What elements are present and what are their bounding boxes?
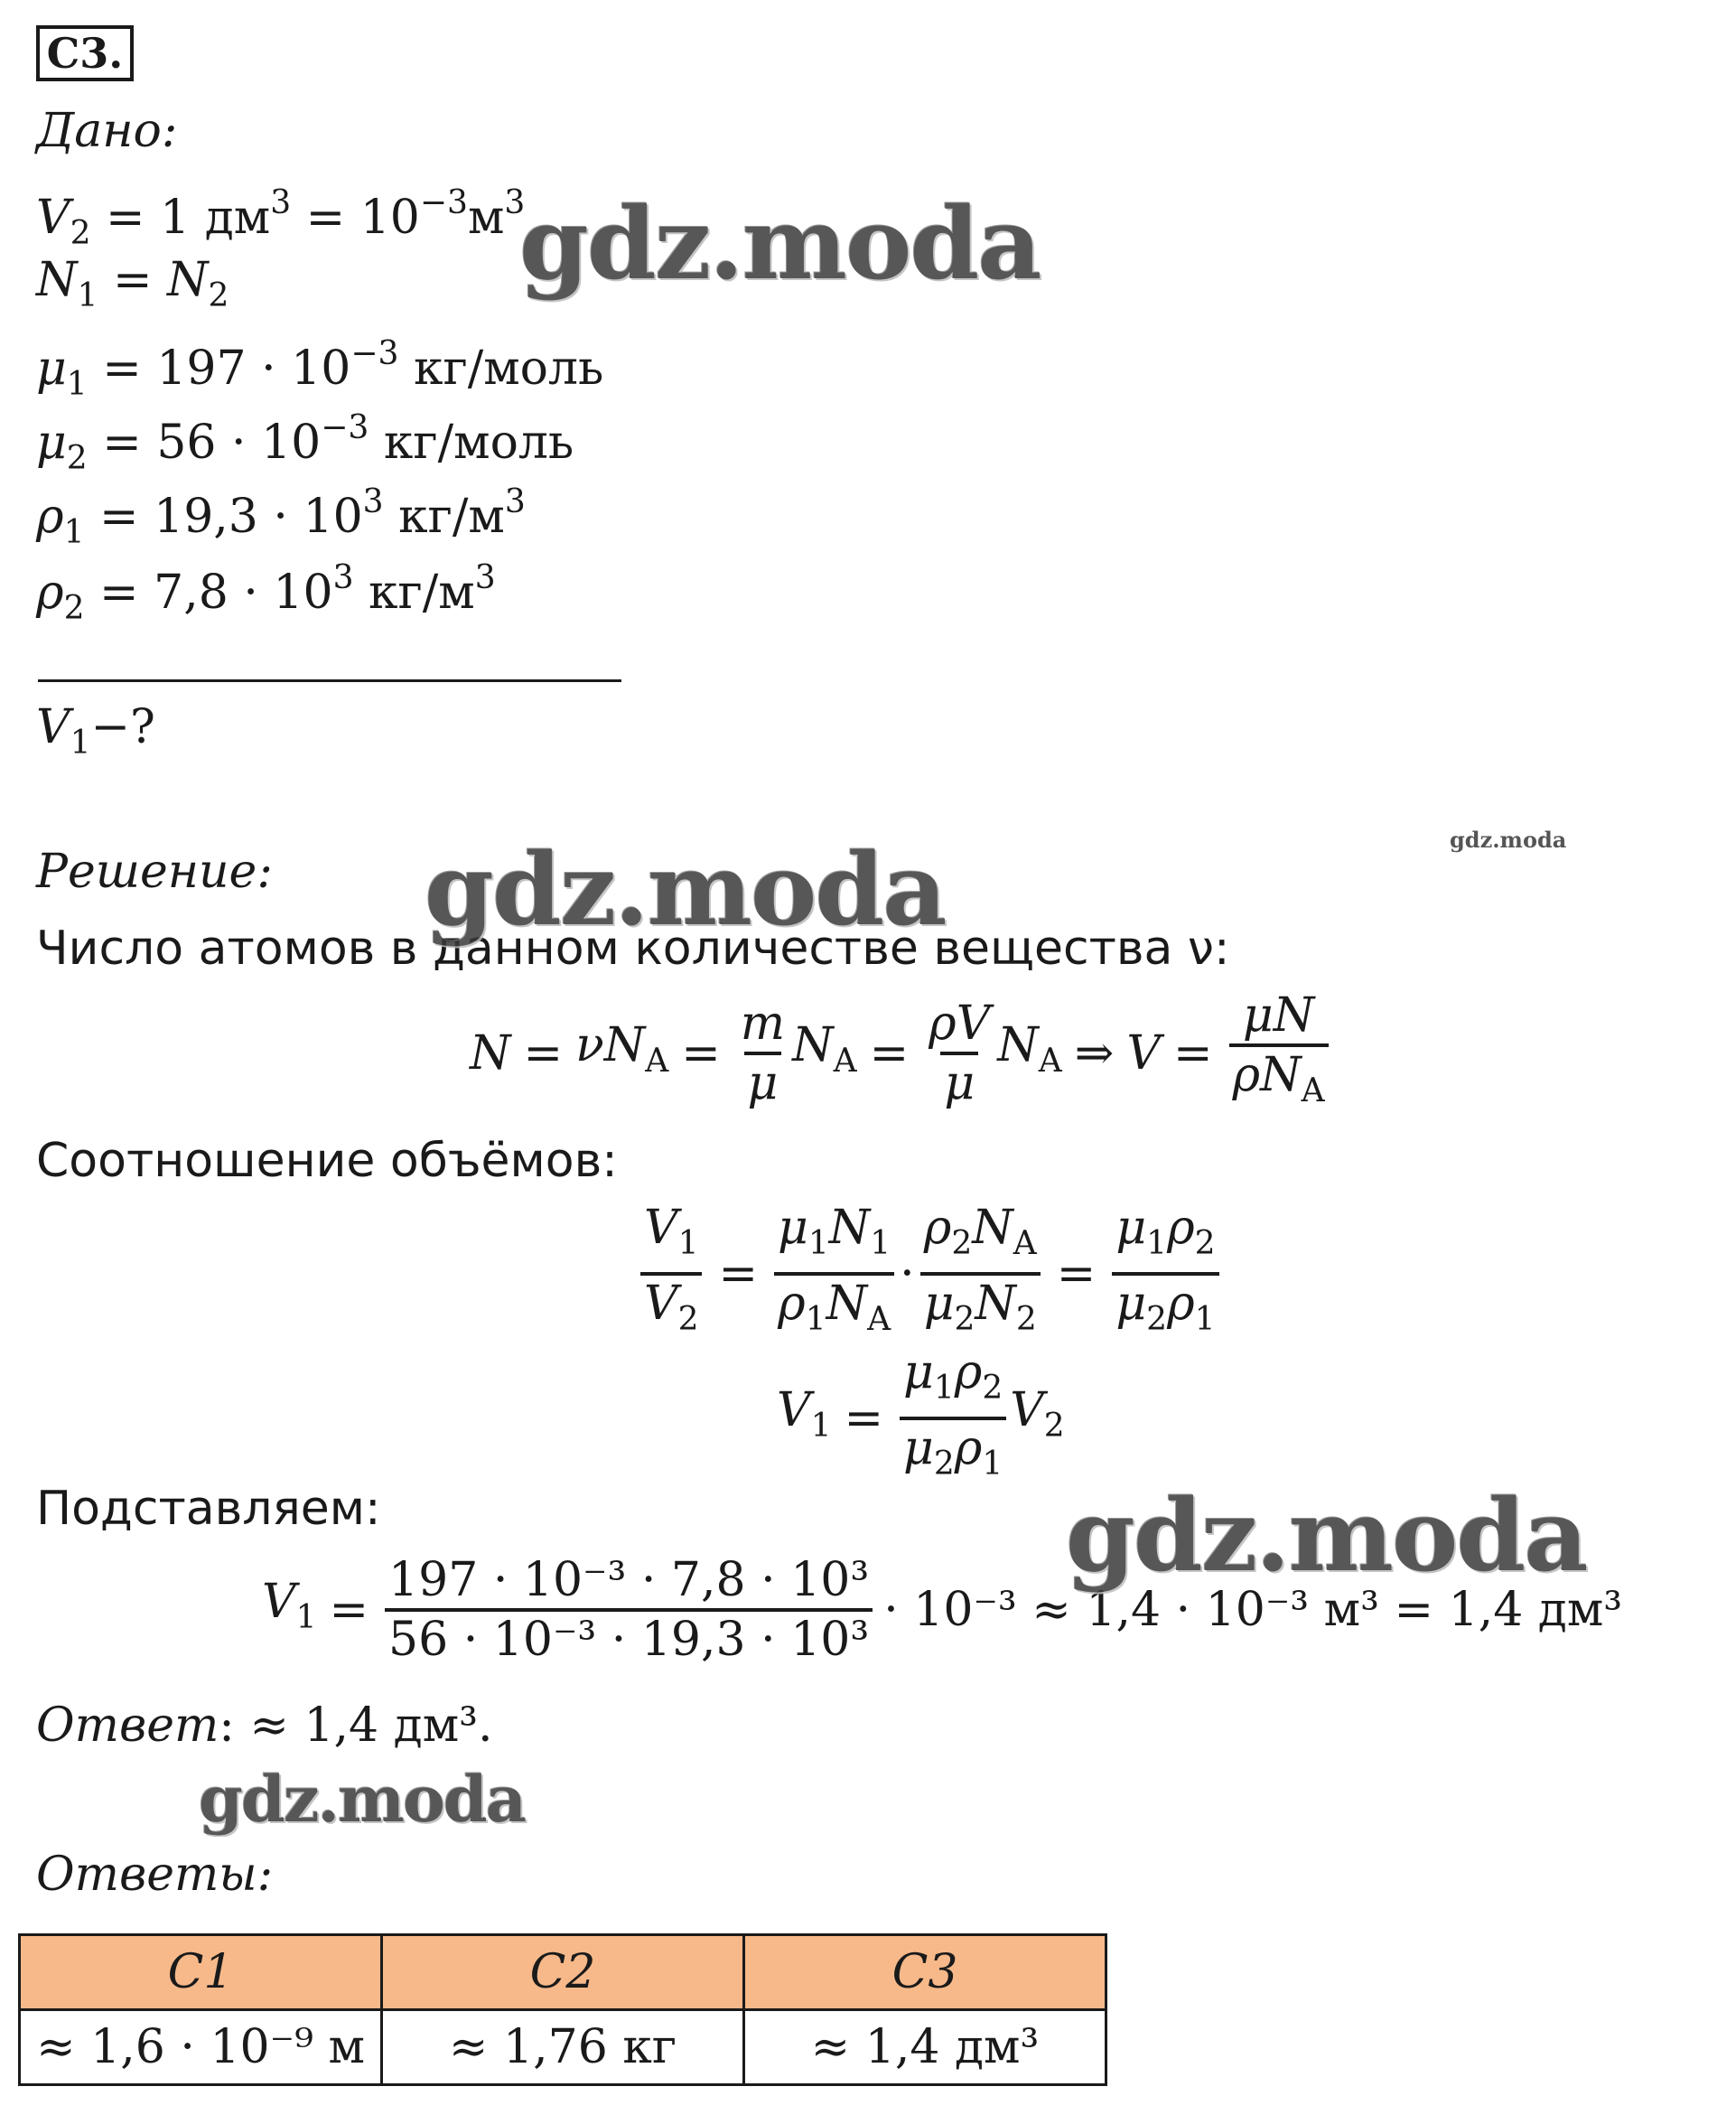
formula-substitution: $V_1$ = $\frac{\text{197 · 10⁻³ · 7,8 · 10³}}{\text{56 · 10⁻³ · 19,3 · 10³}}$ · 10⁻³ ≈ 1,4 · 10⁻³ м³ = 1,4 дм³ xyxy=(262,1553,1623,1667)
solution-line-atoms: Число атомов в данном количестве вещества ν: xyxy=(36,922,1230,976)
watermark-small: gdz.moda xyxy=(1450,827,1567,853)
given-heading: Дано: xyxy=(36,104,178,158)
answers-col-c2: C2 xyxy=(382,1935,744,2010)
formula-v1: $V_1$ = $\frac{\mu_1\rho_2}{\mu_2\rho_1}$ $V_2$ xyxy=(777,1346,1065,1491)
answers-value-c3: ≈ 1,4 дм³ xyxy=(744,2010,1106,2085)
formula-atoms: N = $\nu N_A$ = $\frac{m}{\mu}$ $N_A$ = $\frac{\rho V}{\mu}$ $N_A$ ⇒ V = $\frac{\mu N}{\rho N_A}$ xyxy=(470,989,1332,1118)
given-row-mu2: $\mu_2 = 56 \cdot 10^{-3}$ кг/моль xyxy=(36,409,574,477)
solution-line-substitute: Подставляем: xyxy=(36,1482,381,1536)
formula-ratio: $\frac{V_1}{V_2}$ = $\frac{\mu_1N_1}{\rho_1N_A}$ · $\frac{\rho_2N_A}{\mu_2N_2}$ = $\frac{\mu_1\rho_2}{\mu_2\rho_1}$ xyxy=(637,1202,1223,1346)
answers-col-c3: C3 xyxy=(744,1935,1106,2010)
answers-table-header-row xyxy=(20,1935,1106,2010)
answers-heading: Ответы: xyxy=(36,1848,274,1902)
problem-label: C3. xyxy=(36,25,134,81)
watermark: gdz.moda xyxy=(425,831,946,948)
answers-col-c1: C1 xyxy=(20,1935,382,2010)
given-row-rho2: $\rho_2 = 7,8 \cdot 10^3$ $кг/м^3$ xyxy=(36,559,496,627)
watermark: gdz.moda xyxy=(519,185,1041,302)
given-divider xyxy=(38,679,621,682)
answers-table-value-row xyxy=(20,2010,1106,2085)
watermark: gdz.moda xyxy=(1066,1477,1587,1594)
answers-value-c1: ≈ 1,6 · 10⁻⁹ м xyxy=(20,2010,382,2085)
watermark: gdz.moda xyxy=(199,1762,526,1837)
solution-line-ratio: Соотношение объёмов: xyxy=(36,1134,618,1188)
given-row-n: $N_1 = N_2$ xyxy=(36,253,229,314)
given-row-rho1: $\rho_1 = 19,3 \cdot 10^3$ $кг/м^3$ xyxy=(36,483,526,551)
given-row-mu1: $\mu_1 = 197 \cdot 10^{-3}$ кг/моль xyxy=(36,335,604,403)
given-row-v2: $V_2 = 1$ $дм^3 = 10^{-3}м^3$ xyxy=(36,184,526,252)
solution-heading: Решение: xyxy=(36,845,273,899)
find-row: $V_1-$? xyxy=(36,700,155,762)
answers-table xyxy=(18,1933,1107,2086)
answers-value-c2: ≈ 1,76 кг xyxy=(382,2010,744,2085)
answer-line: Ответ: ≈ 1,4 дм³. xyxy=(36,1698,493,1753)
